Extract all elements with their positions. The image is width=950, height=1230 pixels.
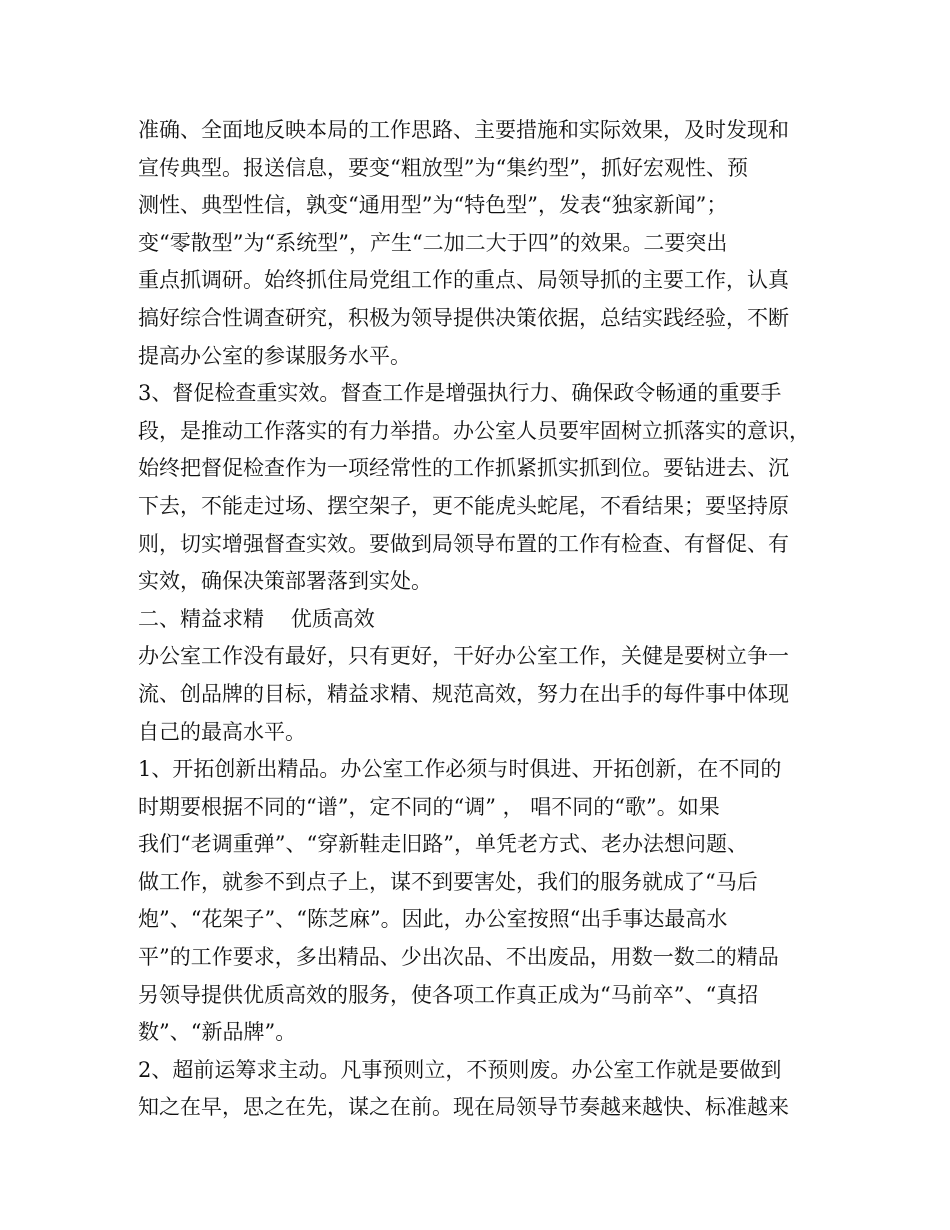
body-line: 宣传典型。报送信息，要变“粗放型”为“集约型”，抓好宏观性、预	[138, 155, 748, 180]
body-line: 数”、“新品牌”。	[138, 1020, 297, 1045]
body-line: 测性、典型性信，孰变“通用型”为“特色型”，发表“独家新闻”；	[138, 193, 728, 218]
body-line: 段，是推动工作落实的有力举措。办公室人员要牢固树立抓落实的意识，	[138, 418, 810, 443]
body-line: 变“零散型”为“系统型”，产生“二加二大于四”的效果。二要突出	[138, 230, 728, 255]
body-line: 另领导提供优质高效的服务，使各项工作真正成为“马前卒”、“真招	[138, 982, 759, 1007]
body-line: 3、督促检查重实效。督查工作是增强执行力、确保政令畅通的重要手	[138, 381, 782, 406]
body-line: 搞好综合性调查研究，积极为领导提供决策依据，总结实践经验，不断	[138, 305, 789, 330]
body-line: 2、超前运筹求主动。凡事预则立，不预则废。办公室工作就是要做到	[138, 1057, 782, 1082]
body-line: 做工作，就参不到点子上，谋不到要害处，我们的服务就成了“马后	[138, 869, 758, 894]
body-line: 时期要根据不同的“谱”，定不同的“调” ， 唱不同的“歌”。如果	[138, 794, 720, 819]
body-line: 重点抓调研。始终抓住局党组工作的重点、局领导抓的主要工作，认真	[138, 268, 789, 293]
body-line: 则，切实增强督查实效。要做到局领导布置的工作有检查、有督促、有	[138, 531, 789, 556]
body-line: 下去，不能走过场、摆空架子，更不能虎头蛇尾，不看结果；要坚持原	[138, 493, 789, 518]
body-line: 我们“老调重弹”、“穿新鞋走旧路”，单凭老方式、老办法想问题、	[138, 832, 748, 857]
body-line: 自己的最高水平。	[138, 719, 306, 744]
body-line: 流、创品牌的目标，精益求精、规范高效，努力在出手的每件事中体现	[138, 681, 789, 706]
body-line: 办公室工作没有最好，只有更好，干好办公室工作，关健是要树立争一	[138, 644, 789, 669]
body-line: 实效，确保决策部署落到实处。	[138, 569, 432, 594]
body-line: 1、开拓创新出精品。办公室工作必须与时俱进、开拓创新，在不同的	[138, 757, 782, 782]
document-body	[138, 112, 828, 1127]
body-line: 平”的工作要求，多出精品、少出次品、不出废品，用数一数二的精品	[138, 945, 779, 970]
body-line: 提高办公室的参谋服务水平。	[138, 343, 411, 368]
body-line: 知之在早，思之在先，谋之在前。现在局领导节奏越来越快、标准越来	[138, 1095, 789, 1120]
section-heading: 二、精益求精 优质高效	[138, 606, 375, 631]
body-line: 始终把督促检查作为一项经常性的工作抓紧抓实抓到位。要钻进去、沉	[138, 456, 789, 481]
body-line: 炮”、“花架子”、“陈芝麻”。因此，办公室按照“出手事达最高水	[138, 907, 728, 932]
body-line: 准确、全面地反映本局的工作思路、主要措施和实际效果，及时发现和	[138, 118, 789, 142]
